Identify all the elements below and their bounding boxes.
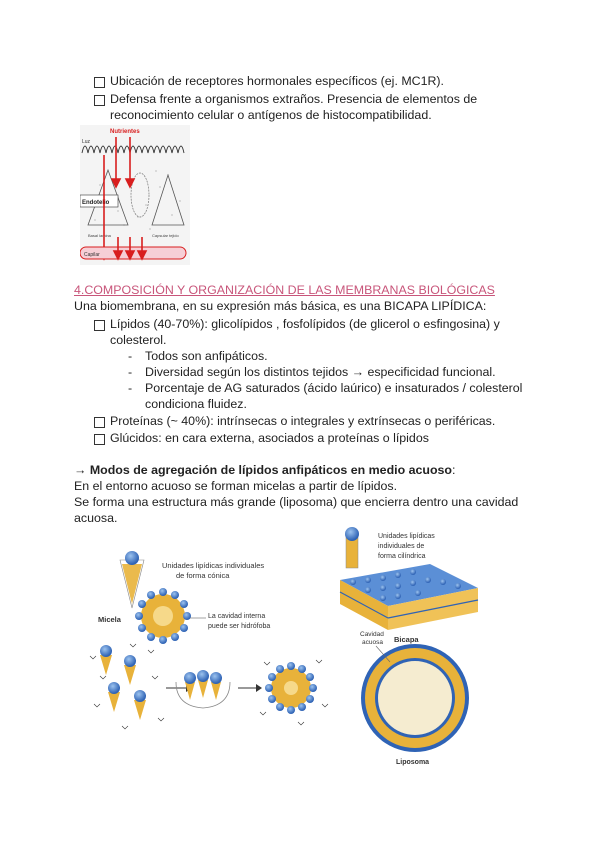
cylindrical-lipid-unit [345, 527, 359, 568]
list-item-receptores: Ubicación de receptores hormonales específicos (ej. MC1R). [110, 74, 445, 88]
scattered-lipid-units [90, 644, 164, 729]
checkbox-icon [94, 77, 105, 88]
conical-lipid-unit [120, 551, 144, 608]
list-item-lipidos: Lípidos (40-70%): glicolípidos , fosfolípidos (de glicerol o esfingosina) y [110, 317, 500, 331]
modos-line-2: Se forma una estructura más grande (liposoma) que encierra dentro una cavidad [74, 495, 519, 509]
section-heading: 4.COMPOSICIÓN Y ORGANIZACIÓN DE LAS MEMBRANAS BIOLÓGICAS [74, 283, 495, 297]
figure-label-nutrientes: Nutrientes [110, 129, 140, 135]
checkbox-icon [94, 320, 105, 331]
list-item-glucidos: Glúcidos: en cara externa, asociados a proteínas o lípidos [110, 431, 429, 445]
list-item-proteinas: Proteínas (~ 40%): intrínsecas o integrales y extrínsecas o periféricas. [110, 414, 496, 428]
checkbox-icon [94, 417, 105, 428]
checkbox-icon [94, 434, 105, 445]
lipid-cluster [176, 670, 230, 708]
checkbox-icon [94, 95, 105, 106]
figure-label-basal: Basal lamina [88, 233, 111, 238]
figure-label-capilar: Capilar [84, 252, 100, 258]
modos-heading [74, 462, 455, 478]
document-page: Ubicación de receptores hormonales específicos (ej. MC1R). Defensa frente a organismos extraños. Presencia de elementos de reconocimiento celular o antígenos de histocompatibilidad. Endotelio Luz Nutrientes Basal lamina Capsular tejido Capilar 4.COMPOSICIÓN Y ORGANIZACIÓN DE LAS MEMBRANAS BIOLÓGICAS Una biomembrana, en su expresión más básica, es una BICAPA LIPÍDICA: Lípidos (40-70%): glicolípidos , fosfolípidos (de glicerol o esfingosina) y colesterol. - Todos son anfipáticos. - Diversidad según los distintos tejidos → especificidad funcional. - Porcentaje de AG saturados (ácido laúrico) e insaturados / colesterol condiciona fluidez. Proteínas (~ 40%): intrínsecas o integrales y extrínsecas o periféricas. Glúcidos: en cara externa, asociados a proteínas o lípidos → Modos de agregación de lípidos anfipáticos en medio acuoso: En el entorno acuoso se forman micelas a partir de lípidos. Se forma una estructura más grande (liposoma) que encierra dentro una cavidad acuosa. Unidades lipídicas individuales de forma cónica Micela La cavidad interna puede ser hidrófoba Unidades lipídicas individuales de forma cilíndrica Bicapa Cavidad acuosa Liposoma [0, 0, 600, 848]
label-cavidad-acuosa-1: Cavidad [360, 631, 384, 638]
sub-item-porcentaje-cont: condiciona fluidez. [145, 397, 247, 411]
label-liposoma: Liposoma [396, 759, 430, 766]
arrow-right-icon [238, 684, 262, 692]
label-cavidad-2: puede ser hidrófoba [208, 623, 271, 630]
sub-item-porcentaje: Porcentaje de AG saturados (ácido laúrico) e insaturados / colesterol [145, 381, 523, 395]
label-unidades-cil-3: forma cilíndrica [378, 553, 426, 560]
figure-label-luz: Luz [82, 139, 91, 145]
lipid-aggregation-figure [78, 526, 528, 771]
sub-item-anfipaticos: Todos son anfipáticos. [145, 349, 268, 363]
endothelium-figure [80, 125, 190, 265]
modos-heading-colon: : [451, 463, 456, 477]
label-unidades-conicas-1: Unidades lipídicas individuales [162, 561, 265, 570]
label-cavidad-acuosa-2: acuosa [362, 639, 383, 646]
small-micelle [260, 660, 328, 725]
list-item-defensa: Defensa frente a organismos extraños. Presencia de elementos de [110, 92, 478, 106]
list-item-defensa-cont: reconocimiento celular o antígenos de histocompatibilidad. [110, 108, 432, 122]
figure-label-endotelio: Endotelio [82, 200, 110, 206]
sub-item-diversidad: Diversidad según los distintos tejidos → especificidad funcional. [145, 365, 496, 379]
list-item-lipidos-cont: colesterol. [110, 333, 167, 347]
modos-line-1: En el entorno acuoso se forman micelas a partir de lípidos. [74, 479, 398, 493]
modos-heading-bold: → Modos de agregación de lípidos anfipáticos en medio acuoso [74, 463, 452, 477]
liposome [361, 644, 469, 752]
label-bicapa: Bicapa [394, 635, 419, 644]
label-micela: Micela [98, 615, 121, 624]
label-unidades-conicas-2: de forma cónica [176, 571, 230, 580]
section-intro: Una biomembrana, en su expresión más básica, es una BICAPA LIPÍDICA: [74, 299, 487, 313]
label-unidades-cil-1: Unidades lipídicas [378, 533, 435, 540]
label-unidades-cil-2: individuales de [378, 543, 425, 550]
label-cavidad-1: La cavidad interna [208, 613, 266, 620]
bilayer [340, 564, 478, 630]
figure-label-capsular: Capsular tejido [152, 233, 179, 238]
micelle [135, 588, 191, 644]
modos-line-3: acuosa. [74, 511, 118, 525]
